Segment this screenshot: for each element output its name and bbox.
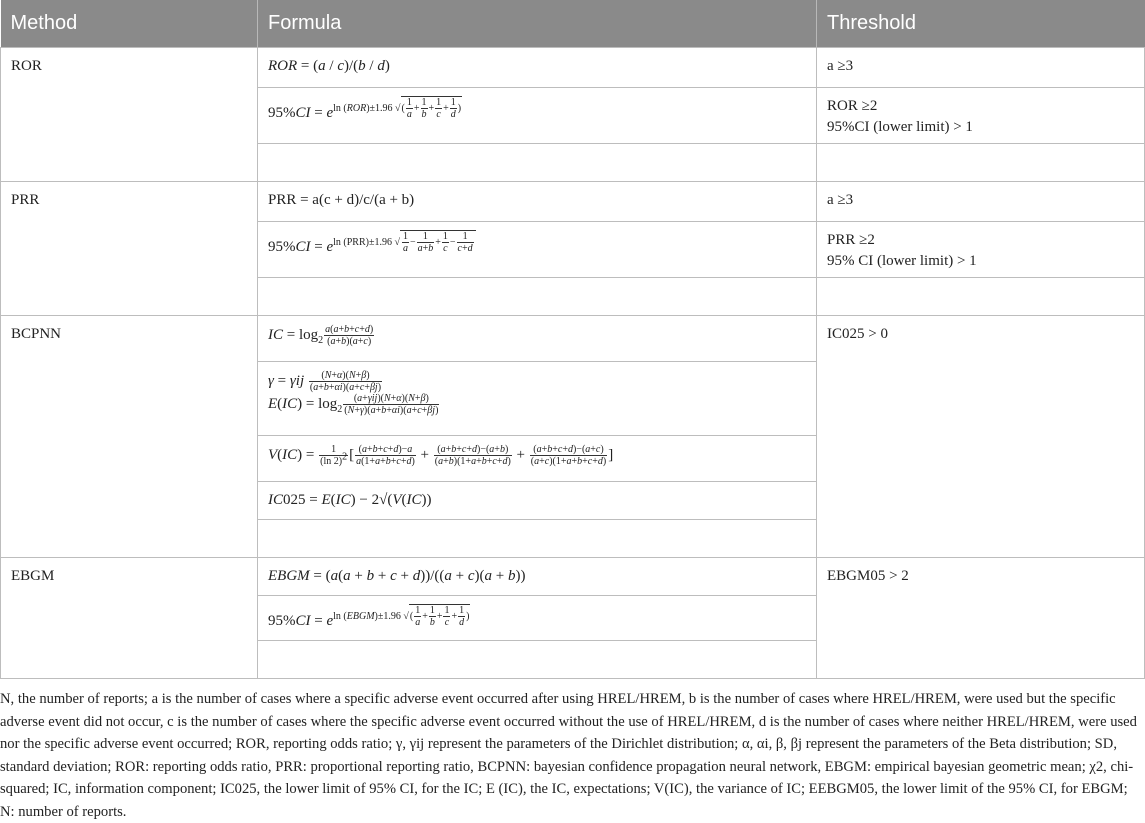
- method-bcpnn: BCPNN: [1, 316, 258, 558]
- ror-threshold-a: a ≥3: [817, 48, 1145, 88]
- bcpnn-ic025-formula: IC025 = E(IC) − 2√(V(IC)): [258, 482, 817, 520]
- bcpnn-gamma-formula: γ = γij $\frac{(N+\alpha)(N+\beta)}{(a+b+\alpha i)(a+c+\beta j)}$: [268, 370, 382, 393]
- ror-threshold-ror: ROR ≥2: [827, 98, 878, 114]
- bcpnn-eic-formula: $E(IC) = \log_2$ $\frac{\text{(a+γij)(N+α)(N+β)}}{(N+\gamma)(a+b+\alpha i)(a+c+\beta j)}$: [268, 393, 439, 416]
- prr-threshold-lower: 95% CI (lower limit) > 1: [827, 253, 977, 269]
- table-row: [1, 48, 1145, 88]
- prr-threshold-prr: PRR ≥2: [827, 232, 875, 248]
- header-method: Method: [1, 0, 258, 48]
- empty-cell: [258, 278, 817, 316]
- header-formula: Formula: [258, 0, 817, 48]
- header-row: [1, 0, 1145, 48]
- ebgm-ci-formula: $95\%CI = e^{ln (EBGM)\pm 1.96 √( \frac{1}{a} + \frac{1}{b} + \frac{1}{c} + \frac{1}{d} )}$: [258, 596, 817, 641]
- ror-formula: [258, 48, 817, 88]
- ror-threshold-ci: [817, 88, 1145, 144]
- empty-cell: [258, 520, 817, 558]
- table-footnote: N, the number of reports; a is the number of cases where a specific adverse event occurred after using HREL/HREM, b is the number of cases where HREL/HREM, were used but the specific adverse event did not occur, c is the number of cases where the specific adverse event occurred without the use of HREL/HREM, d is the number of cases where neither HREL/HREM, were used nor the specific adverse event occurred; ROR, reporting odds ratio; γ, γij represent the parameters of the Dirichlet distribution; α, αi, β, βj represent the parameters of the Beta distribution; SD, standard deviation; ROR: reporting odds ratio, PRR: proportional reporting ratio, BCPNN: bayesian confidence propagation neural network, EBGM: empirical bayesian geometric mean; χ2, chi-squared; IC, information component; IC025, the lower limit of 95% CI, for the IC; E (IC), the IC, expectations; V(IC), the variance of IC; EEBGM05, the lower limit of the 95% CI, for EBGM; N: number of reports.: [0, 691, 1137, 820]
- method-ebgm: EBGM: [1, 558, 258, 679]
- ebgm-threshold: EBGM05 > 2: [817, 558, 1145, 679]
- ebgm-formula: EBGM = (a(a + b + c + d))/((a + c)(a + b)): [258, 558, 817, 596]
- bcpnn-gamma-ex-formula: [258, 362, 817, 436]
- method-prr: PRR: [1, 182, 258, 316]
- table-row: [1, 182, 1145, 222]
- header-threshold: Threshold: [817, 0, 1145, 48]
- empty-cell: [258, 144, 817, 182]
- bcpnn-ic-formula: IC = $\log_2$ $\frac{a(a+b+c+d)}{(a+b)(a+c)}$: [258, 316, 817, 362]
- prr-formula: PRR = a(c + d)/c/(a + b): [258, 182, 817, 222]
- empty-cell: [817, 278, 1145, 316]
- prr-threshold-a: a ≥3: [817, 182, 1145, 222]
- bcpnn-threshold: IC025 > 0: [817, 316, 1145, 558]
- bcpnn-vic-formula: V(IC) = $\frac{1}{(\ln 2)^2}$ [ $\frac{(a+b+c+d)-a}{a(1+a+b+c+d)}$ + $\frac{(a+b+c+d)-(a+b)}{(a+b)(1+a+b+c+d)}$ + $\frac{(a+b+c+d)-(a+c)}{(a+c)(1+a+b+c+d)}$ ]: [258, 436, 817, 482]
- empty-cell: [817, 144, 1145, 182]
- ror-ci-formula: $95\%CI = e^{ln (ROR)\pm 1.96 √( \frac{1}{a} + \frac{1}{b} + \frac{1}{c} + \frac{1}{d} )}$: [258, 88, 817, 144]
- prr-ci-formula: $95\%CI = e^{ln (PRR)\pm 1.96 √ \frac{1}{a} - \frac{1}{a+b} + \frac{1}{c} - \frac{1}{c+d}}$: [258, 222, 817, 278]
- table-row: [1, 316, 1145, 362]
- ror-threshold-lower: 95%CI (lower limit) > 1: [827, 119, 973, 135]
- empty-cell: [258, 641, 817, 679]
- prr-threshold-ci: [817, 222, 1145, 278]
- table-row: [1, 558, 1145, 596]
- method-ror: ROR: [1, 48, 258, 182]
- ror-formula-text: ROR = (a / c)/(b / d): [268, 58, 390, 74]
